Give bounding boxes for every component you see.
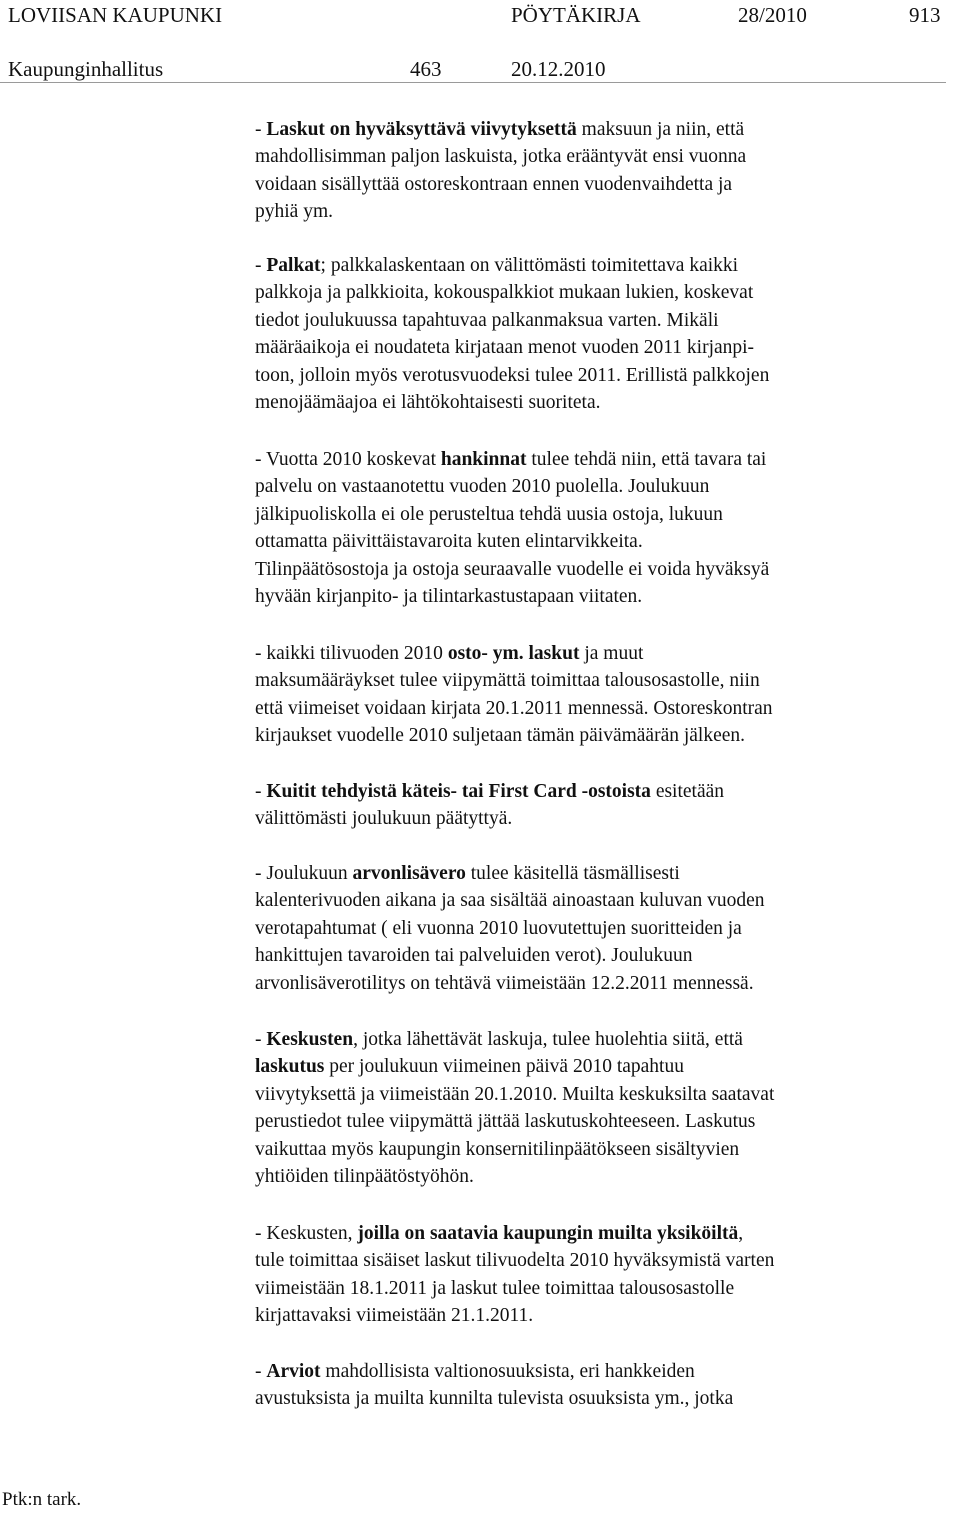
text-line: - Palkat; palkkalaskentaan on välittömästi toimitettava kaikki	[255, 255, 739, 276]
text-line: hyvään kirjanpito- ja tilintarkastustapaan viitaten.	[255, 586, 643, 608]
text-line: vaikuttaa myös kaupungin konsernitilinpäätökseen sisältyvien	[255, 1138, 740, 1160]
text-line: avustuksista ja muilta kunnilta tulevista osuuksista ym., jotka	[255, 1388, 734, 1410]
text-line: kalenterivuoden aikana ja saa sisältää ainoastaan kuluvan vuoden	[255, 890, 765, 912]
text-line: maksumääräykset tulee viipymättä toimittaa talousosastolle, niin	[255, 670, 760, 692]
text-line: hankittujen tavaroiden tai palveluiden verot). Joulukuun	[255, 945, 693, 967]
text-line: tule toimittaa sisäiset laskut tilivuodelta 2010 hyväksymistä varten	[255, 1250, 775, 1272]
paragraph-laskut	[255, 116, 895, 226]
text-line: toon, jolloin myös verotusvuodeksi tulee 2011. Erillistä palkkojen	[255, 364, 770, 386]
emphasis: Laskut on hyväksyttävä viivytyksettä	[266, 119, 577, 140]
paragraph-hankinnat	[255, 446, 895, 610]
emphasis: osto- ym. laskut	[447, 643, 580, 664]
text-line: yhtiöiden tilinpäätöstyöhön.	[255, 1166, 474, 1188]
footer-note: Ptk:n tark.	[2, 1489, 82, 1510]
text-line: viivytyksettä ja viimeistään 20.1.2010. Muilta keskuksilta saatavat	[255, 1083, 775, 1105]
paragraph-kuitit	[255, 778, 895, 833]
text-line: - Keskusten, jotka lähettävät laskuja, tulee huolehtia siitä, että	[255, 1029, 743, 1050]
emphasis: Arviot	[266, 1361, 321, 1382]
header-date: 20.12.2010	[511, 57, 606, 81]
header-org: LOVIISAN KAUPUNKI	[8, 3, 223, 27]
text-line: palkkoja ja palkkioita, kokouspalkkiot mukaan lukien, koskevat	[255, 282, 754, 304]
header-divider	[0, 82, 946, 83]
text-line: ottamatta päivittäistavaroita kuten elintarvikkeita.	[255, 531, 643, 553]
paragraph-arvonlisavero	[255, 860, 895, 997]
text-line: - Keskusten, joilla on saatavia kaupungin muilta yksiköiltä,	[255, 1223, 744, 1244]
text-line: - Kuitit tehdyistä käteis- tai First Card -ostoista esitetään	[255, 781, 725, 802]
text-line: - Laskut on hyväksyttävä viivytyksettä maksuun ja niin, että	[255, 119, 745, 140]
text-line: jälkipuoliskolla ei ole perusteltua tehdä uusia ostoja, lukuun	[255, 503, 723, 525]
text-line: - Joulukuun arvonlisävero tulee käsitellä täsmällisesti	[255, 863, 680, 884]
emphasis: arvonlisävero	[352, 863, 466, 884]
paragraph-palkat	[255, 252, 895, 416]
text-line: viimeistään 18.1.2011 ja laskut tulee toimittaa talousosastolle	[255, 1277, 735, 1299]
header-doc-type: PÖYTÄKIRJA	[511, 3, 641, 27]
text-line: että viimeiset voidaan kirjata 20.1.2011 mennessä. Ostoreskontran	[255, 697, 773, 719]
text-line: mahdollisimman paljon laskuista, jotka erääntyvät ensi vuonna	[255, 146, 747, 168]
text-line: - Arviot mahdollisista valtionosuuksista, eri hankkeiden	[255, 1361, 695, 1382]
emphasis: Kuitit tehdyistä käteis- tai First Card -ostoista	[266, 781, 651, 802]
header-doc-number: 28/2010	[738, 3, 807, 27]
header-section: 463	[410, 57, 442, 81]
text-line: voidaan sisällyttää ostoreskontraan ennen vuodenvaihdetta ja	[255, 173, 733, 195]
emphasis: Palkat	[266, 255, 321, 276]
text-line: palvelu on vastaanotettu vuoden 2010 puolella. Joulukuun	[255, 476, 710, 498]
text-line: pyhiä ym.	[255, 201, 333, 223]
text-line: Tilinpäätösostoja ja ostoja seuraavalle vuodelle ei voida hyväksyä	[255, 558, 770, 580]
paragraph-arviot	[255, 1358, 895, 1413]
text-line: perustiedot tulee viipymättä jättää laskutuskohteeseen. Laskutus	[255, 1111, 756, 1133]
text-line: tiedot joulukuussa tapahtuvaa palkanmaksua varten. Mikäli	[255, 309, 719, 331]
text-line: - kaikki tilivuoden 2010 osto- ym. laskut ja muut	[255, 643, 644, 664]
paragraph-keskusten-laskutus	[255, 1026, 895, 1190]
text-line: välittömästi joulukuun päätyttyä.	[255, 808, 513, 830]
emphasis: hankinnat	[440, 449, 527, 470]
header-body: Kaupunginhallitus	[8, 57, 164, 81]
header-page-number: 913	[909, 3, 941, 27]
text-line: verotapahtumat ( eli vuonna 2010 luovutettujen suoritteiden ja	[255, 917, 742, 939]
text-line: määräaikoja ei noudateta kirjataan menot vuoden 2011 kirjanpi-	[255, 337, 755, 359]
emphasis: Keskusten	[266, 1029, 354, 1050]
paragraph-osto-laskut	[255, 640, 895, 750]
text-line: arvonlisäverotilitys on tehtävä viimeistään 12.2.2011 mennessä.	[255, 972, 754, 994]
emphasis: laskutus	[255, 1056, 325, 1078]
text-line: menojäämäajoa ei lähtökohtaisesti suoriteta.	[255, 392, 601, 414]
paragraph-keskusten-saatavat	[255, 1220, 895, 1330]
text-line: kirjattavaksi viimeistään 21.1.2011.	[255, 1305, 534, 1327]
text-line: laskutus per joulukuun viimeinen päivä 2010 tapahtuu	[255, 1056, 684, 1078]
text-line: kirjaukset vuodelle 2010 suljetaan tämän päivämäärän jälkeen.	[255, 725, 746, 747]
emphasis: joilla on saatavia kaupungin muilta yksiköiltä	[357, 1223, 739, 1244]
text-line: - Vuotta 2010 koskevat hankinnat tulee tehdä niin, että tavara tai	[255, 449, 767, 470]
